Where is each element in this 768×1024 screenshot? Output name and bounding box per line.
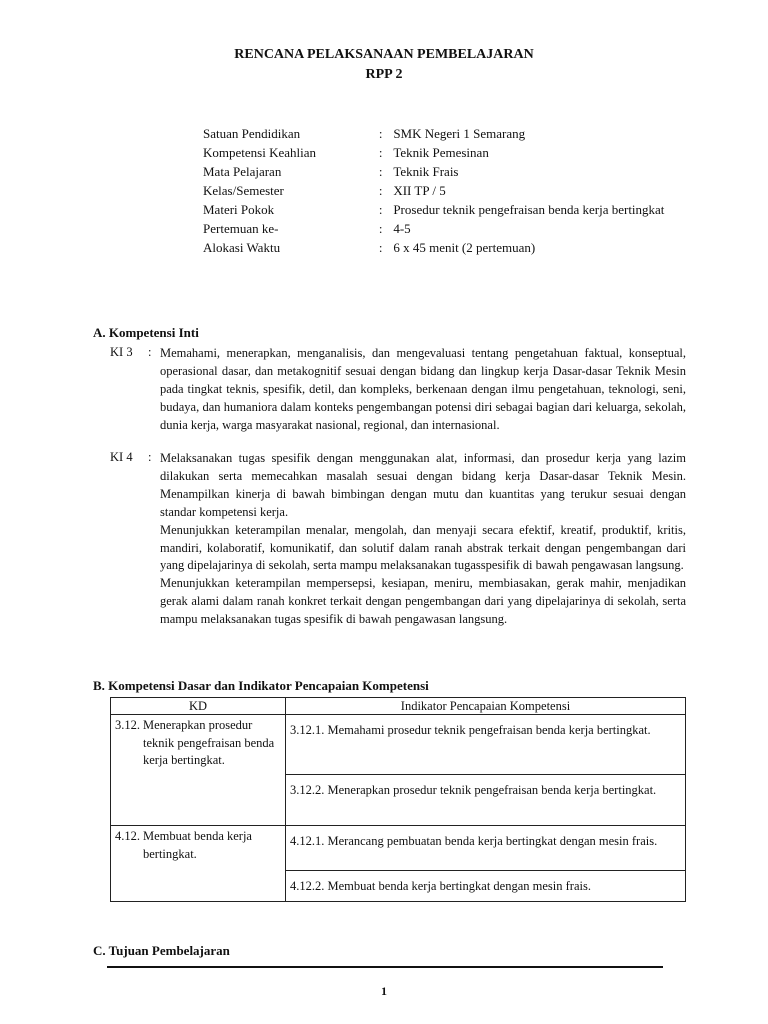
kd-text: Membuat benda kerja bertingkat. xyxy=(143,829,252,861)
indicator-number: 3.12.2. xyxy=(290,783,325,798)
indicator-text: Menerapkan prosedur teknik pengefraisan benda kerja bertingkat. xyxy=(327,783,657,798)
kd-cell xyxy=(111,715,286,826)
info-colon: : xyxy=(378,183,383,198)
info-value: Prosedur teknik pengefraisan benda kerja bertingkat xyxy=(393,202,665,217)
ki4-text xyxy=(160,450,686,629)
kd-indicator-table xyxy=(110,697,686,902)
info-value: SMK Negeri 1 Semarang xyxy=(393,126,526,141)
kd-column-header: KD xyxy=(111,698,286,715)
indicator-cell xyxy=(286,826,686,871)
indicator-item xyxy=(290,877,681,895)
info-label: Materi Pokok xyxy=(203,202,275,217)
info-colon: : xyxy=(378,164,383,179)
info-label: Mata Pelajaran xyxy=(203,164,282,179)
ki4-paragraph-2: Menunjukkan keterampilan menalar, mengolah, dan menyaji secara efektif, kreatif, produktif, kritis, mandiri, kolaboratif, komunikatif, dan solutif dalam ranah abstrak terkait dengan pengembangan dari yang dipelajarinya di sekolah, serta mampu melaksanakan tugasspesifik di bawah pengawasan langsung. xyxy=(160,522,686,573)
info-row xyxy=(203,143,683,162)
table-row xyxy=(111,715,686,775)
table-header-row xyxy=(111,698,686,715)
info-value: Teknik Frais xyxy=(393,164,459,179)
indicator-cell xyxy=(286,715,686,775)
indicator-item xyxy=(290,781,681,799)
document-subtitle: RPP 2 xyxy=(365,67,403,82)
info-row xyxy=(203,219,683,238)
indicator-text: Merancang pembuatan benda kerja bertingkat dengan mesin frais. xyxy=(327,834,658,848)
indicator-number: 4.12.2. xyxy=(290,879,325,893)
info-row xyxy=(203,124,683,143)
footer-divider xyxy=(107,966,663,968)
info-label: Pertemuan ke- xyxy=(203,221,279,236)
info-label: Kompetensi Keahlian xyxy=(203,145,316,160)
indicator-cell xyxy=(286,871,686,902)
indicator-item xyxy=(290,832,681,850)
ki4-paragraph-3: Menunjukkan keterampilan mempersepsi, kesiapan, meniru, membiasakan, gerak mahir, menjadikan gerak alami dalam ranah konkret terkait dengan pengembangan dari yang dipelajarinya di sekolah, serta mampu melaksanakan tugas spesifik di bawah pengawasan langsung. xyxy=(160,576,686,627)
kd-number: 3.12. xyxy=(115,718,140,732)
info-value: XII TP / 5 xyxy=(393,183,446,198)
identity-table xyxy=(203,124,683,257)
indicator-number: 3.12.1. xyxy=(290,723,325,737)
info-value: 6 x 45 menit (2 pertemuan) xyxy=(393,240,536,255)
kd-text: Menerapkan prosedur teknik pengefraisan benda kerja bertingkat. xyxy=(143,718,275,767)
section-b-heading: B. Kompetensi Dasar dan Indikator Pencapaian Kompetensi xyxy=(93,678,429,693)
info-colon: : xyxy=(378,221,383,236)
info-row xyxy=(203,238,683,257)
info-row xyxy=(203,181,683,200)
info-colon: : xyxy=(378,145,383,160)
info-label: Alokasi Waktu xyxy=(203,240,281,255)
indicator-number: 4.12.1. xyxy=(290,834,325,848)
ki4-paragraph-1: Melaksanakan tugas spesifik dengan menggunakan alat, informasi, dan prosedur kerja yang lazim dilakukan serta memecahkan masalah sesuai dengan bidang kerja Dasar-dasar Teknik Mesin. Menampilkan kinerja di bawah bimbingan dengan mutu dan kuantitas yang terukur sesuai dengan standar kompetensi kerja. xyxy=(160,451,686,519)
section-a-heading: A. Kompetensi Inti xyxy=(93,325,199,340)
info-colon: : xyxy=(378,240,383,255)
page-number: 1 xyxy=(381,984,387,998)
ki3-colon: : xyxy=(148,345,152,359)
info-label: Kelas/Semester xyxy=(203,183,284,198)
indicator-column-header: Indikator Pencapaian Kompetensi xyxy=(286,698,686,715)
ki3-label: KI 3 xyxy=(110,345,133,359)
info-label: Satuan Pendidikan xyxy=(203,126,301,141)
info-row xyxy=(203,200,683,219)
info-value: 4-5 xyxy=(393,221,411,236)
info-colon: : xyxy=(378,202,383,217)
info-colon: : xyxy=(378,126,383,141)
ki3-paragraph: Memahami, menerapkan, menganalisis, dan mengevaluasi tentang pengetahuan faktual, konseptual, operasional dasar, dan metakognitif sesuai dengan bidang dan lingkup kerja Dasar-dasar Teknik Mesin pada tingkat teknis, spesifik, detil, dan kompleks, berkenaan dengan ilmu pengetahuan, teknologi, seni, budaya, dan humaniora dalam konteks pengembangan potensi diri sebagai bagian dari keluarga, sekolah, dunia kerja, warga masyarakat nasional, regional, dan internasional. xyxy=(160,346,686,432)
kd-number: 4.12. xyxy=(115,829,140,843)
indicator-cell xyxy=(286,775,686,826)
kd-item xyxy=(115,828,281,863)
ki4-label: KI 4 xyxy=(110,450,133,464)
info-row xyxy=(203,162,683,181)
ki3-text xyxy=(160,345,686,435)
section-c-heading: C. Tujuan Pembelajaran xyxy=(93,943,230,958)
indicator-text: Memahami prosedur teknik pengefraisan benda kerja bertingkat. xyxy=(327,723,651,737)
ki4-colon: : xyxy=(148,450,152,464)
document-title: RENCANA PELAKSANAAN PEMBELAJARAN xyxy=(234,47,534,62)
indicator-text: Membuat benda kerja bertingkat dengan mesin frais. xyxy=(327,879,591,893)
indicator-item xyxy=(290,721,681,739)
table-row xyxy=(111,826,686,871)
info-value: Teknik Pemesinan xyxy=(393,145,489,160)
kd-cell xyxy=(111,826,286,902)
kd-item xyxy=(115,717,281,770)
